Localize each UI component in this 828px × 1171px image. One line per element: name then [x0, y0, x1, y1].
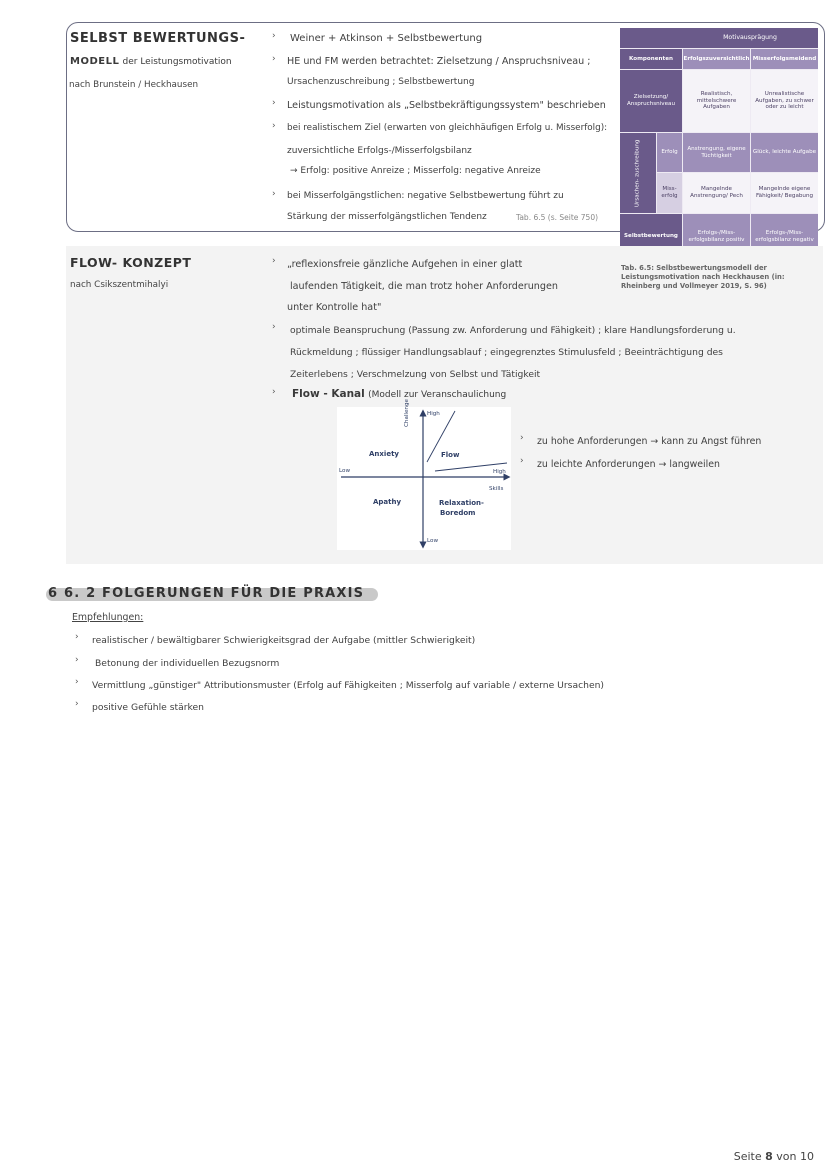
- chevron-right-icon: ›: [272, 256, 276, 266]
- table-row1-c2: Unrealistische Aufgaben, zu schwer oder zu leicht: [751, 70, 818, 132]
- flow-chart-axes: [337, 407, 511, 550]
- selbst-bullet-2b: Ursachenzuschreibung ; Selbstbewertung: [287, 77, 475, 87]
- selbstbewertung-title-line2: [70, 56, 232, 67]
- relaxation-label: Relaxation-: [439, 499, 484, 507]
- x-high-label: High: [493, 469, 506, 475]
- chevron-right-icon: ›: [520, 456, 524, 466]
- flow-kanal: [292, 388, 506, 400]
- flow-bullet-1b: laufenden Tätigkeit, die man trotz hoher Anforderungen: [290, 281, 558, 292]
- table-col2: Misserfolgsmeidend: [751, 49, 818, 69]
- table-row2-group-label: Ursachen- zuschreibung: [634, 139, 641, 207]
- chevron-right-icon: ›: [272, 121, 276, 131]
- flow-bullet-2c: Zeiterlebens ; Verschmelzung von Selbst und Tätigkeit: [290, 369, 541, 380]
- table-row2-group: [620, 133, 656, 213]
- selbst-bullet-5b: Stärkung der misserfolgängstlichen Tendenz: [287, 212, 487, 222]
- chevron-right-icon: ›: [272, 189, 276, 199]
- table-row2b-c1: Mangelnde Anstrengung/ Pech: [683, 173, 750, 213]
- flow-title: FLOW- KONZEPT: [70, 255, 192, 270]
- flow-note-1: zu hohe Anforderungen → kann zu Angst führen: [537, 436, 762, 447]
- table-reference: Tab. 6.5 (s. Seite 750): [516, 213, 599, 222]
- chevron-right-icon: ›: [272, 322, 276, 332]
- flow-note-2: zu leichte Anforderungen → langweilen: [537, 459, 720, 470]
- table-row3-c1: Erfolgs-/Miss- erfolgsbilanz positiv: [683, 214, 750, 259]
- recommendation-4: positive Gefühle stärken: [92, 702, 204, 713]
- table-col1: Erfolgszuversichtlich: [683, 49, 750, 69]
- empfehlungen-label: Empfehlungen:: [72, 612, 144, 623]
- recommendation-3: Vermittlung „günstiger" Attributionsmuster (Erfolg auf Fähigkeiten ; Misserfolg auf variable / externe Ursachen): [92, 680, 605, 691]
- table-header: Motivausprägung: [682, 28, 818, 48]
- table-corner: [620, 28, 682, 48]
- chevron-right-icon: ›: [272, 54, 276, 64]
- table-row1-c1: Realistisch, mittelschwere Aufgaben: [683, 70, 750, 132]
- flow-channel-chart: [337, 399, 511, 550]
- flow-subtitle: nach Csikszentmihalyi: [70, 280, 169, 290]
- section-62-title: 6 6. 2 FOLGERUNGEN FÜR DIE PRAXIS: [48, 586, 365, 601]
- page-footer: [734, 1150, 814, 1163]
- table-row2a-c2: Glück, leichte Aufgabe: [751, 133, 818, 172]
- table-row2a-c1: Anstrengung, eigene Tüchtigkeit: [683, 133, 750, 172]
- footer-mid: von: [776, 1150, 797, 1163]
- anxiety-label: Anxiety: [369, 450, 399, 458]
- flow-label: Flow: [441, 451, 460, 459]
- chevron-right-icon: ›: [75, 632, 79, 642]
- selbst-bullet-4b: zuversichtliche Erfolgs-/Misserfolgsbilanz: [287, 146, 472, 156]
- apathy-label: Apathy: [373, 498, 402, 506]
- selbstbewertung-title-bold: MODELL: [70, 56, 120, 67]
- selbst-bullet-5: bei Misserfolgängstlichen: negative Selbstbewertung führt zu: [287, 191, 564, 201]
- chevron-right-icon: ›: [272, 98, 276, 108]
- selbst-bullet-4c: → Erfolg: positive Anreize ; Misserfolg: negative Anreize: [290, 166, 541, 176]
- table-row3-label: Selbstbewertung: [620, 214, 682, 259]
- selbst-bullet-2: HE und FM werden betrachtet: Zielsetzung / Anspruchsniveau ;: [287, 56, 591, 67]
- y-axis-label: Challenge: [404, 399, 410, 427]
- chevron-right-icon: ›: [75, 677, 79, 687]
- footer-total: 10: [800, 1150, 814, 1163]
- chevron-right-icon: ›: [520, 433, 524, 443]
- recommendation-2: Betonung der individuellen Bezugsnorm: [95, 658, 280, 669]
- chevron-right-icon: ›: [272, 387, 276, 397]
- selbstbewertung-table: [620, 28, 818, 259]
- flow-kanal-bold: Flow - Kanal: [292, 388, 365, 400]
- table-caption: Tab. 6.5: Selbstbewertungsmodell der Leistungsmotivation nach Heckhausen (in: Rheinberg und Vollmeyer 2019, S. 96): [621, 264, 785, 290]
- selbstbewertung-title-rest: der Leistungsmotivation: [122, 57, 232, 67]
- selbst-bullet-4: bei realistischem Ziel (erwarten von gleichhäufigen Erfolg u. Misserfolg):: [287, 123, 608, 133]
- chevron-right-icon: ›: [272, 31, 276, 41]
- flow-kanal-rest: (Modell zur Veranschaulichung: [368, 390, 507, 400]
- x-axis-label: Skills: [489, 486, 504, 492]
- chevron-right-icon: ›: [75, 655, 79, 665]
- y-low-label: Low: [427, 538, 439, 544]
- flow-bullet-2b: Rückmeldung ; flüssiger Handlungsablauf ; eingegrenztes Stimulusfeld ; Beeinträchtigung des: [290, 347, 723, 358]
- chevron-right-icon: ›: [75, 699, 79, 709]
- selbstbewertung-subtitle: nach Brunstein / Heckhausen: [69, 80, 199, 90]
- y-high-label: High: [427, 411, 440, 417]
- table-row1-label: Zielsetzung/ Anspruchsniveau: [620, 70, 682, 132]
- flow-bullet-2: optimale Beanspruchung (Passung zw. Anforderung und Fähigkeit) ; klare Handlungsforderung u.: [290, 325, 736, 336]
- footer-prefix: Seite: [733, 1150, 762, 1163]
- boredom-label: Boredom: [440, 509, 476, 517]
- selbst-bullet-1: Weiner + Atkinson + Selbstbewertung: [290, 33, 483, 44]
- table-row3-c2: Erfolgs-/Miss- erfolgsbilanz negativ: [751, 214, 818, 259]
- flow-bullet-1: „reflexionsfreie gänzliche Aufgehen in einer glatt: [287, 259, 523, 270]
- x-low-label: Low: [339, 468, 351, 474]
- table-komponenten: Komponenten: [620, 49, 682, 69]
- selbst-bullet-3: Leistungsmotivation als „Selbstbekräftigungssystem" beschrieben: [287, 100, 606, 111]
- selbstbewertung-title: SELBST BEWERTUNGS-: [70, 31, 246, 46]
- table-row2b-c2: Mangelnde eigene Fähigkeit/ Begabung: [751, 173, 818, 213]
- table-row2a-label: Erfolg: [657, 133, 682, 172]
- table-row2b-label: Miss- erfolg: [657, 173, 682, 213]
- recommendation-1: realistischer / bewältigbarer Schwierigkeitsgrad der Aufgabe (mittler Schwierigkeit): [92, 635, 476, 646]
- footer-page: 8: [765, 1150, 773, 1163]
- flow-bullet-1c: unter Kontrolle hat": [287, 302, 382, 313]
